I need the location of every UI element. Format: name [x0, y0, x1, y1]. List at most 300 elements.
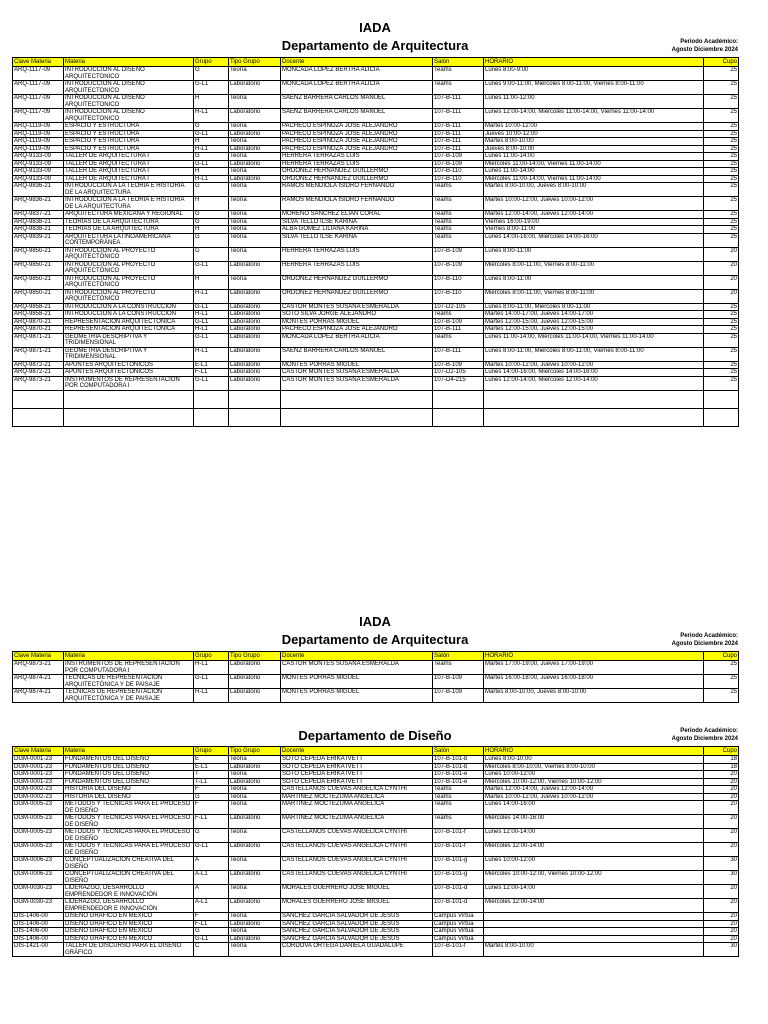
- cell-materia: ESPACIO Y ESTRUCTURA: [64, 123, 194, 131]
- cell-salon: Campus Virtua: [433, 913, 484, 921]
- cell-tipo: Laboratorio: [229, 843, 281, 857]
- period-label: Periodo Académico:: [680, 728, 738, 734]
- col-clave: Clave Materia: [13, 652, 64, 661]
- cell-tipo: Laboratorio: [229, 899, 281, 913]
- cell-grupo: G: [194, 67, 229, 81]
- cell-grupo: G-L1: [194, 376, 229, 390]
- cell-cupo: 25: [704, 233, 739, 247]
- cell-horario: Martes 16:00-18:00, Jueves 16:00-18:00: [484, 675, 704, 689]
- cell-grupo: G-L1: [194, 81, 229, 95]
- table-row: [13, 756, 739, 764]
- cell-salon: 107-B-101-f: [433, 843, 484, 857]
- col-grupo: Grupo: [194, 747, 229, 756]
- col-salon: Salón: [433, 652, 484, 661]
- cell-salon: Teams: [433, 226, 484, 234]
- cell-clave: DGM-0001-23: [13, 756, 64, 764]
- cell-grupo: A-L1: [194, 899, 229, 913]
- col-docente: Docente: [281, 652, 433, 661]
- table-row: [13, 81, 739, 95]
- cell-clave: ARQ-9133-09: [13, 168, 64, 176]
- cell-cupo: 25: [704, 675, 739, 689]
- institution-title: IADA: [359, 614, 391, 629]
- cell-horario: Miércoles 11:00-14:00, Viernes 11:00-14:00: [484, 160, 704, 168]
- table-row: [13, 857, 739, 871]
- cell-docente: SANCHEZ GARCIA SALVADOR DE JESUS: [281, 920, 433, 928]
- cell-materia: LIDERAZGO, DESARROLLO EMPRENDEDOR E INNOVACIÓN: [64, 885, 194, 899]
- cell-grupo: H: [194, 95, 229, 109]
- cell-tipo: Laboratorio: [229, 81, 281, 95]
- col-horario: HORARIO: [484, 652, 704, 661]
- cell-salon: 107-B-101-e: [433, 771, 484, 779]
- cell-grupo: G-L1: [194, 318, 229, 326]
- cell-materia: DISEÑO GRÁFICO EN MÉXICO: [64, 920, 194, 928]
- cell-tipo: Laboratorio: [229, 347, 281, 361]
- cell-clave: DGM-0005-23: [13, 801, 64, 815]
- empty-row: [13, 390, 739, 408]
- cell-docente: SILVA TELLO ILSE KARINA: [281, 233, 433, 247]
- page-1: [12, 0, 738, 590]
- cell-materia: HISTORIA DEL DISEÑO: [64, 793, 194, 801]
- cell-cupo: 20: [704, 778, 739, 786]
- col-tipo: Tipo Grupo: [229, 747, 281, 756]
- cell-cupo: 25: [704, 661, 739, 675]
- cell-docente: SILVA TELLO ILSE KARINA: [281, 218, 433, 226]
- cell-tipo: Teoría: [229, 153, 281, 161]
- cell-horario: [484, 928, 704, 936]
- col-cupo: Cupo: [704, 747, 739, 756]
- cell-docente: SANCHEZ GARCIA SALVADOR DE JESUS: [281, 928, 433, 936]
- cell-cupo: 25: [704, 145, 739, 153]
- cell-materia: INTRODUCCION AL DISEÑO ARQUITECTONICO: [64, 95, 194, 109]
- cell-cupo: 20: [704, 786, 739, 794]
- cell-salon: 107-B-101-b: [433, 756, 484, 764]
- col-salon: Salón: [433, 58, 484, 67]
- empty-cell: [13, 408, 64, 426]
- table-row: [13, 175, 739, 183]
- cell-tipo: Teoría: [229, 247, 281, 261]
- cell-tipo: Teoría: [229, 123, 281, 131]
- table-row: [13, 899, 739, 913]
- cell-grupo: E-L1: [194, 763, 229, 771]
- cell-grupo: H-L1: [194, 145, 229, 153]
- cell-grupo: A-L1: [194, 871, 229, 885]
- cell-salon: Teams: [433, 793, 484, 801]
- cell-salon: 107-B-109: [433, 675, 484, 689]
- cell-horario: Jueves 10:00-12:00: [484, 130, 704, 138]
- cell-tipo: Teoría: [229, 218, 281, 226]
- cell-docente: MORENO SANCHEZ ELIAN CORAL: [281, 211, 433, 219]
- cell-salon: 107-B-110: [433, 168, 484, 176]
- table-row: [13, 138, 739, 146]
- cell-tipo: Laboratorio: [229, 361, 281, 369]
- empty-cell: [281, 408, 433, 426]
- cell-clave: DGM-0002-23: [13, 786, 64, 794]
- col-grupo: Grupo: [194, 652, 229, 661]
- table-row: [13, 153, 739, 161]
- cell-horario: Lunes 8:00-11:00, Miércoles 8:00-11:00, Viernes 8:00-11:00: [484, 347, 704, 361]
- cell-salon: 107-B-109: [433, 361, 484, 369]
- cell-salon: 107-D2-105: [433, 303, 484, 311]
- cell-materia: APUNTES ARQUITECTÓNICOS: [64, 369, 194, 377]
- empty-cell: [13, 390, 64, 408]
- cell-horario: Lunes 9:00-11:00, Miércoles 8:00-11:00, Viernes 8:00-11:00: [484, 81, 704, 95]
- cell-materia: FUNDAMENTOS DEL DISEÑO: [64, 763, 194, 771]
- col-salon: Salón: [433, 747, 484, 756]
- cell-horario: [484, 935, 704, 943]
- cell-clave: ARQ-9874-21: [13, 689, 64, 703]
- cell-docente: ORDOÑEZ HERNANDEZ GUILLERMO: [281, 289, 433, 303]
- cell-cupo: 25: [704, 95, 739, 109]
- cell-horario: Lunes 12:00-14:00, Miércoles 12:00-14:00: [484, 376, 704, 390]
- cell-salon: 107-D2-105: [433, 369, 484, 377]
- table-row: [13, 130, 739, 138]
- cell-grupo: F-L1: [194, 369, 229, 377]
- table-row: [13, 333, 739, 347]
- table-row: [13, 661, 739, 675]
- table-row: [13, 347, 739, 361]
- cell-docente: SANCHEZ GARCIA SALVADOR DE JESUS: [281, 935, 433, 943]
- cell-cupo: 25: [704, 361, 739, 369]
- cell-cupo: 25: [704, 109, 739, 123]
- cell-cupo: 20: [704, 815, 739, 829]
- cell-cupo: 20: [704, 913, 739, 921]
- cell-cupo: 25: [704, 369, 739, 377]
- cell-horario: Lunes 14:00-16:00, Miércoles 14:00-16:00: [484, 369, 704, 377]
- cell-materia: FUNDAMENTOS DEL DISEÑO: [64, 756, 194, 764]
- cell-grupo: G: [194, 123, 229, 131]
- cell-docente: ALBA GOMEZ LILIANA KARINA: [281, 226, 433, 234]
- cell-materia: CONCEPTUALIZACIÓN CREATIVA DEL DISEÑO: [64, 857, 194, 871]
- cell-clave: ARQ-9133-09: [13, 160, 64, 168]
- cell-docente: MARTINEZ MOCTEZUMA ANGELICA: [281, 801, 433, 815]
- cell-grupo: G: [194, 211, 229, 219]
- cell-salon: 107-B-109: [433, 689, 484, 703]
- cell-cupo: 25: [704, 175, 739, 183]
- cell-docente: MORALES GUERRERO JOSE MIGUEL: [281, 885, 433, 899]
- table-header-row: [13, 652, 739, 661]
- cell-docente: PACHECO ESPINOZA JOSE ALEJANDRO: [281, 130, 433, 138]
- col-cupo: Cupo: [704, 58, 739, 67]
- cell-salon: 107-B-110: [433, 275, 484, 289]
- cell-clave: DGM-0030-23: [13, 885, 64, 899]
- cell-clave: ARQ-1117-09: [13, 109, 64, 123]
- empty-cell: [484, 408, 704, 426]
- cell-salon: Teams: [433, 197, 484, 211]
- cell-docente: RAMOS MENDIOLA ISIDRO FERNANDO: [281, 197, 433, 211]
- cell-horario: Miércoles 11:00-14:00, Viernes 11:00-14:00: [484, 175, 704, 183]
- department-title: Departamento de Arquitectura: [281, 632, 469, 647]
- cell-tipo: Laboratorio: [229, 160, 281, 168]
- cell-grupo: G: [194, 928, 229, 936]
- cell-docente: MONCADA LOPEZ BERTHA ALICIA: [281, 67, 433, 81]
- cell-salon: 107-B-111: [433, 130, 484, 138]
- cell-horario: Lunes 14:00-16:00: [484, 801, 704, 815]
- cell-materia: INTRODUCCIÓN AL PROYECTO ARQUITECTÓNICO: [64, 247, 194, 261]
- cell-grupo: E-L1: [194, 361, 229, 369]
- cell-horario: Lunes 11:00-12:00: [484, 95, 704, 109]
- cell-horario: Lunes 12:00-14:00: [484, 829, 704, 843]
- cell-cupo: 25: [704, 376, 739, 390]
- cell-grupo: H-L1: [194, 109, 229, 123]
- empty-cell: [229, 390, 281, 408]
- cell-grupo: G: [194, 793, 229, 801]
- cell-materia: ARQUITECTURA MEXICANA Y REGIONAL: [64, 211, 194, 219]
- table-row: [13, 793, 739, 801]
- cell-docente: CORDOVA ORTEGA DANIELA GUADALUPE: [281, 943, 433, 957]
- empty-row: [13, 408, 739, 426]
- cell-docente: MONTES PORRAS MIGUEL: [281, 689, 433, 703]
- cell-salon: 107-B-101-b: [433, 763, 484, 771]
- cell-tipo: Laboratorio: [229, 289, 281, 303]
- cell-cupo: 25: [704, 168, 739, 176]
- cell-grupo: G: [194, 233, 229, 247]
- cell-salon: 107-B-101-f: [433, 943, 484, 957]
- table-row: [13, 763, 739, 771]
- cell-salon: Campus Virtua: [433, 935, 484, 943]
- cell-cupo: 25: [704, 123, 739, 131]
- cell-clave: ARQ-9858-21: [13, 311, 64, 319]
- table-row: [13, 675, 739, 689]
- cell-cupo: 20: [704, 935, 739, 943]
- cell-clave: ARQ-9858-21: [13, 303, 64, 311]
- cell-grupo: G-L1: [194, 675, 229, 689]
- period-label: Periodo Académico:: [680, 633, 738, 639]
- cell-grupo: G-L1: [194, 843, 229, 857]
- cell-materia: INTRODUCCIÓN AL PROYECTO ARQUITECTÓNICO: [64, 261, 194, 275]
- cell-tipo: Laboratorio: [229, 920, 281, 928]
- cell-grupo: C: [194, 943, 229, 957]
- cell-horario: Martes 10:00-12:00: [484, 123, 704, 131]
- cell-cupo: 20: [704, 920, 739, 928]
- table-row: [13, 801, 739, 815]
- cell-materia: INTRODUCCIÓN A LA TEORÍA E HISTORIA DE LA ARQUITECTURA: [64, 197, 194, 211]
- period-label: Periodo Académico:: [680, 39, 738, 45]
- cell-materia: TALLER DE ARQUITECTURA I: [64, 153, 194, 161]
- cell-tipo: Teoría: [229, 801, 281, 815]
- department-title: Departamento de Arquitectura: [281, 38, 469, 53]
- cell-tipo: Teoría: [229, 275, 281, 289]
- cell-clave: ARQ-1117-09: [13, 81, 64, 95]
- cell-cupo: 25: [704, 130, 739, 138]
- cell-horario: Lunes 14:00-16:00, Miércoles 14:00-16:00: [484, 233, 704, 247]
- cell-tipo: Teoría: [229, 786, 281, 794]
- cell-clave: ARQ-9873-21: [13, 376, 64, 390]
- cell-materia: TALLER DE ARQUITECTURA I: [64, 168, 194, 176]
- table-body: [13, 67, 739, 427]
- table-header-row: [13, 747, 739, 756]
- cell-materia: DISEÑO GRÁFICO EN MÉXICO: [64, 913, 194, 921]
- cell-docente: MARTINEZ MOCTEZUMA ANGELICA: [281, 815, 433, 829]
- table-row: [13, 275, 739, 289]
- cell-grupo: H-L1: [194, 175, 229, 183]
- table-row: [13, 303, 739, 311]
- schedule-table: [12, 651, 739, 703]
- empty-cell: [704, 390, 739, 408]
- table-row: [13, 943, 739, 957]
- cell-horario: Martes 12:00-15:00, Jueves 12:00-15:00: [484, 326, 704, 334]
- page-2: [12, 600, 738, 1024]
- cell-materia: INSTRUMENTOS DE REPRESENTACIÓN POR COMPUTADORA I: [64, 661, 194, 675]
- cell-materia: ESPACIO Y ESTRUCTURA: [64, 130, 194, 138]
- cell-clave: DGM-0005-23: [13, 829, 64, 843]
- cell-tipo: Teoría: [229, 829, 281, 843]
- col-cupo: Cupo: [704, 652, 739, 661]
- cell-tipo: Teoría: [229, 226, 281, 234]
- table-body: [13, 661, 739, 703]
- cell-docente: MONCADA LOPEZ BERTHA ALICIA: [281, 333, 433, 347]
- col-horario: HORARIO: [484, 58, 704, 67]
- cell-salon: 107-B-111: [433, 347, 484, 361]
- cell-horario: Lunes 11:00-14:00: [484, 153, 704, 161]
- table-row: [13, 95, 739, 109]
- cell-salon: Teams: [433, 211, 484, 219]
- cell-docente: PACHECO ESPINOZA JOSE ALEJANDRO: [281, 326, 433, 334]
- cell-cupo: 25: [704, 326, 739, 334]
- cell-cupo: 20: [704, 843, 739, 857]
- cell-horario: Martes 17:00-19:00, Jueves 17:00-19:00: [484, 661, 704, 675]
- table-row: [13, 361, 739, 369]
- cell-cupo: 25: [704, 197, 739, 211]
- table-row: [13, 197, 739, 211]
- cell-clave: ARQ-1117-09: [13, 95, 64, 109]
- cell-clave: DIS-1406-00: [13, 920, 64, 928]
- cell-docente: MONTES PORRAS MIGUEL: [281, 318, 433, 326]
- cell-cupo: 20: [704, 261, 739, 275]
- cell-clave: ARQ-9850-21: [13, 261, 64, 275]
- cell-horario: Lunes 10:00-12:00: [484, 771, 704, 779]
- cell-docente: SOTO SILVA JORGE ALEJANDRO: [281, 311, 433, 319]
- cell-docente: MONCADA LOPEZ BERTHA ALICIA: [281, 81, 433, 95]
- cell-grupo: H: [194, 197, 229, 211]
- table-row: [13, 376, 739, 390]
- col-clave: Clave Materia: [13, 747, 64, 756]
- cell-docente: ORDOÑEZ HERNANDEZ GUILLERMO: [281, 168, 433, 176]
- cell-horario: Miércoles 14:00-16:00: [484, 815, 704, 829]
- table-row: [13, 109, 739, 123]
- cell-salon: 107-B-109: [433, 160, 484, 168]
- cell-materia: MÉTODOS Y TÉCNICAS PARA EL PROCESO DE DISEÑO: [64, 801, 194, 815]
- cell-cupo: 30: [704, 943, 739, 957]
- cell-tipo: Teoría: [229, 67, 281, 81]
- cell-materia: MÉTODOS Y TÉCNICAS PARA EL PROCESO DE DISEÑO: [64, 843, 194, 857]
- table-row: [13, 211, 739, 219]
- cell-docente: CASTELLANOS CUEVAS ANGELICA CYNTHI: [281, 857, 433, 871]
- cell-docente: SOTO CEPEDA ERIKA IVETT: [281, 778, 433, 786]
- cell-grupo: H-L1: [194, 289, 229, 303]
- cell-clave: ARQ-1119-09: [13, 130, 64, 138]
- cell-salon: 107-B-111: [433, 145, 484, 153]
- cell-cupo: 25: [704, 226, 739, 234]
- cell-clave: ARQ-9836-21: [13, 197, 64, 211]
- cell-materia: TÉCNICAS DE REPRESENTACIÓN ARQUITECTÓNICA Y DE PAISAJE: [64, 689, 194, 703]
- cell-materia: GEOMETRÍA DESCRIPTIVA Y TRIDIMENSIONAL: [64, 333, 194, 347]
- cell-horario: Viernes 8:00-11:00: [484, 226, 704, 234]
- cell-docente: CASTOR MONTES SUSANA ESMERALDA: [281, 303, 433, 311]
- cell-clave: DGM-0006-23: [13, 871, 64, 885]
- table-row: [13, 935, 739, 943]
- cell-horario: Miércoles 10:00-12:00, Viernes 10:00-12:00: [484, 871, 704, 885]
- cell-grupo: G: [194, 183, 229, 197]
- cell-cupo: 25: [704, 318, 739, 326]
- table-row: [13, 913, 739, 921]
- col-materia: Materia: [64, 652, 194, 661]
- cell-salon: Teams: [433, 801, 484, 815]
- cell-horario: Martes 12:00-15:00, Jueves 12:00-15:00: [484, 318, 704, 326]
- table-row: [13, 226, 739, 234]
- cell-clave: ARQ-1119-09: [13, 123, 64, 131]
- empty-cell: [64, 408, 194, 426]
- cell-docente: CASTELLANOS CUEVAS ANGELICA CYNTHI: [281, 843, 433, 857]
- cell-cupo: 25: [704, 311, 739, 319]
- cell-clave: DIS-1406-00: [13, 935, 64, 943]
- cell-tipo: Laboratorio: [229, 661, 281, 675]
- cell-horario: Miércoles 8:00-11:00, Viernes 8:00-11:00: [484, 289, 704, 303]
- empty-cell: [433, 408, 484, 426]
- table-row: [13, 786, 739, 794]
- cell-grupo: G-L1: [194, 261, 229, 275]
- cell-docente: CASTOR MONTES SUSANA ESMERALDA: [281, 369, 433, 377]
- cell-materia: GEOMETRÍA DESCRIPTIVA Y TRIDIMENSIONAL: [64, 347, 194, 361]
- cell-cupo: 25: [704, 67, 739, 81]
- table-row: [13, 829, 739, 843]
- cell-tipo: Teoría: [229, 138, 281, 146]
- table-row: [13, 145, 739, 153]
- cell-grupo: G: [194, 247, 229, 261]
- cell-clave: ARQ-9870-21: [13, 326, 64, 334]
- cell-materia: INTRODUCCION AL DISEÑO ARQUITECTONICO: [64, 109, 194, 123]
- empty-cell: [194, 390, 229, 408]
- cell-grupo: G: [194, 829, 229, 843]
- cell-docente: SAENZ BARRERA CARLOS MANUEL: [281, 95, 433, 109]
- cell-materia: MÉTODOS Y TÉCNICAS PARA EL PROCESO DE DISEÑO: [64, 815, 194, 829]
- cell-horario: Martes 8:00-10:00, Jueves 8:00-10:00: [484, 689, 704, 703]
- cell-salon: Teams: [433, 786, 484, 794]
- cell-clave: DGM-0001-23: [13, 778, 64, 786]
- cell-clave: DIS-1421-00: [13, 943, 64, 957]
- cell-grupo: F-L1: [194, 920, 229, 928]
- cell-salon: Teams: [433, 311, 484, 319]
- table-row: [13, 311, 739, 319]
- cell-tipo: Laboratorio: [229, 145, 281, 153]
- cell-tipo: Teoría: [229, 183, 281, 197]
- cell-tipo: Laboratorio: [229, 675, 281, 689]
- cell-grupo: H-L1: [194, 326, 229, 334]
- cell-horario: Miércoles 12:00-14:00: [484, 899, 704, 913]
- cell-grupo: G-L1: [194, 160, 229, 168]
- schedule-table: [12, 746, 739, 957]
- table-row: [13, 318, 739, 326]
- cell-docente: MONTES PORRAS MIGUEL: [281, 675, 433, 689]
- cell-tipo: Teoría: [229, 771, 281, 779]
- cell-docente: RAMOS MENDIOLA ISIDRO FERNANDO: [281, 183, 433, 197]
- table-row: [13, 928, 739, 936]
- cell-horario: Martes 8:00-10:00: [484, 138, 704, 146]
- table-row: [13, 815, 739, 829]
- cell-cupo: 20: [704, 899, 739, 913]
- cell-horario: Lunes 8:00-10:00: [484, 756, 704, 764]
- cell-docente: CASTELLANOS CUEVAS ANGELICA CYNTHI: [281, 829, 433, 843]
- cell-materia: INTRODUCCIÓN AL PROYECTO ARQUITECTÓNICO: [64, 289, 194, 303]
- cell-cupo: 18: [704, 756, 739, 764]
- cell-docente: SAENZ BARRERA CARLOS MANUEL: [281, 347, 433, 361]
- cell-cupo: 20: [704, 771, 739, 779]
- cell-clave: ARQ-9874-21: [13, 675, 64, 689]
- cell-salon: Campus Virtua: [433, 928, 484, 936]
- cell-horario: Miércoles 8:00-10:00, Viernes 8:00-10:00: [484, 763, 704, 771]
- cell-horario: Lunes 10:00-12:00: [484, 857, 704, 871]
- cell-clave: ARQ-1117-09: [13, 67, 64, 81]
- cell-clave: ARQ-9850-21: [13, 247, 64, 261]
